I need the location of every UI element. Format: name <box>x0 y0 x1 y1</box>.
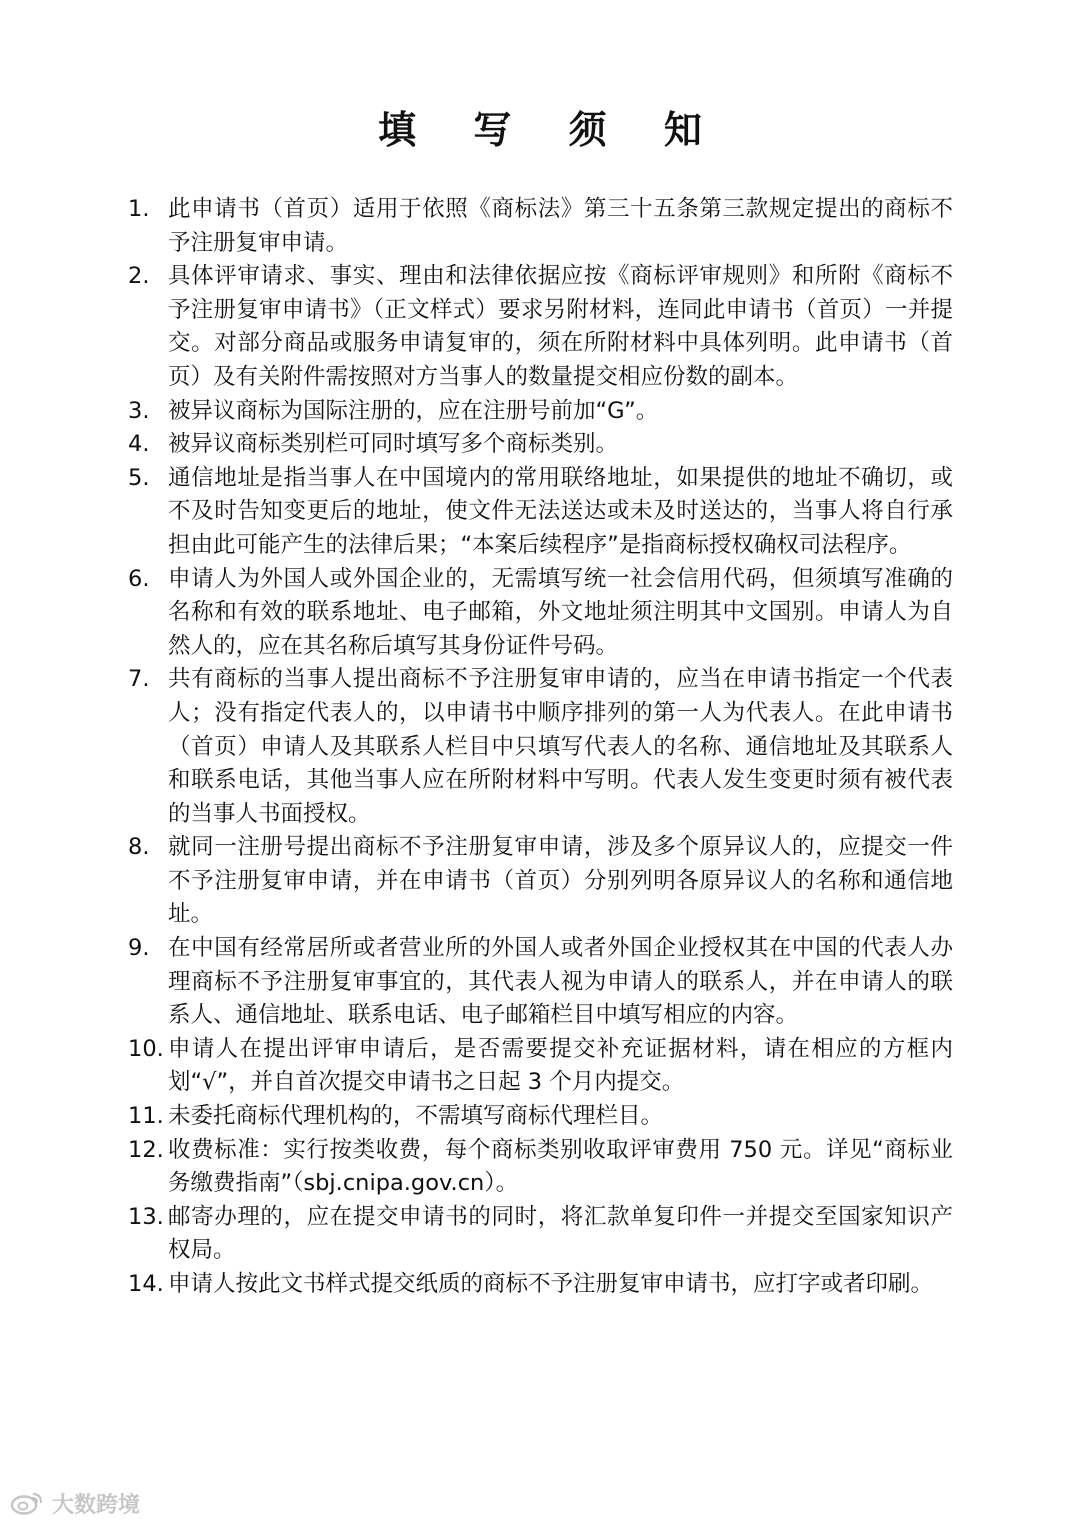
instruction-item <box>128 260 953 394</box>
item-text: 通信地址是指当事人在中国境内的常用联络地址，如果提供的地址不确切，或不及时告知变更后的地址，使文件无法送达或未及时送达的，当事人将自行承担由此可能产生的法律后果；“本案后续程序”是指商标授权确权司法程序。 <box>168 464 953 558</box>
item-text: 被异议商标类别栏可同时填写多个商标类别。 <box>168 431 619 458</box>
instruction-item <box>128 831 953 932</box>
instruction-item <box>128 1268 953 1302</box>
item-text: 申请人按此文书样式提交纸质的商标不予注册复审申请书，应打字或者印刷。 <box>168 1271 934 1297</box>
instruction-item <box>128 428 953 462</box>
instruction-item <box>128 193 953 260</box>
item-number: 6. <box>128 565 150 592</box>
instruction-item <box>128 1033 953 1100</box>
watermark <box>10 1489 140 1517</box>
weibo-logo-icon <box>10 1491 44 1515</box>
item-number: 10. <box>128 1035 164 1062</box>
item-number: 8. <box>128 834 150 861</box>
instruction-item <box>128 1201 953 1268</box>
item-number: 9. <box>128 935 150 962</box>
watermark-text: 大数跨境 <box>52 1492 141 1518</box>
instruction-item <box>128 1134 953 1201</box>
item-text: 收费标准：实行按类收费，每个商标类别收取评审费用 750 元。详见“商标业务缴费指南”（sbj.cnipa.gov.cn）。 <box>168 1136 953 1197</box>
item-number: 5. <box>128 464 150 491</box>
instructions-list <box>128 193 953 1302</box>
item-text: 被异议商标为国际注册的，应在注册号前加“G”。 <box>168 397 659 424</box>
item-number: 12. <box>128 1136 164 1163</box>
item-number: 13. <box>128 1203 164 1230</box>
item-text: 申请人在提出评审申请后，是否需要提交补充证据材料，请在相应的方框内划“√”，并自首次提交申请书之日起 3 个月内提交。 <box>168 1035 953 1096</box>
page-title: 填 写 须 知 <box>378 108 724 152</box>
item-number: 7. <box>128 666 150 693</box>
item-text: 此申请书（首页）适用于依照《商标法》第三十五条第三款规定提出的商标不予注册复审申请。 <box>168 196 953 256</box>
instruction-item <box>128 563 953 664</box>
item-text: 就同一注册号提出商标不予注册复审申请，涉及多个原异议人的，应提交一件不予注册复审申请，并在申请书（首页）分别列明各原异议人的名称和通信地址。 <box>168 834 953 928</box>
item-number: 14. <box>128 1271 164 1297</box>
item-number: 1. <box>128 196 150 222</box>
instruction-item <box>128 1100 953 1134</box>
item-number: 3. <box>128 397 150 424</box>
item-text: 在中国有经常居所或者营业所的外国人或者外国企业授权其在中国的代表人办理商标不予注册复审事宜的，其代表人视为申请人的联系人，并在申请人的联系人、通信地址、联系电话、电子邮箱栏目中填写相应的内容。 <box>168 935 953 1029</box>
instruction-item <box>128 462 953 563</box>
item-number: 11. <box>128 1103 164 1130</box>
item-text: 未委托商标代理机构的，不需填写商标代理栏目。 <box>168 1103 664 1130</box>
item-number: 4. <box>128 431 150 458</box>
instruction-item <box>128 932 953 1033</box>
instruction-item <box>128 395 953 429</box>
item-text: 邮寄办理的，应在提交申请书的同时，将汇款单复印件一并提交至国家知识产权局。 <box>168 1203 953 1264</box>
item-number: 2. <box>128 263 150 290</box>
item-text: 具体评审请求、事实、理由和法律依据应按《商标评审规则》和所附《商标不予注册复审申请书》（正文样式）要求另附材料，连同此申请书（首页）一并提交。对部分商品或服务申请复审的，须在所附材料中具体列明。此申请书（首页）及有关附件需按照对方当事人的数量提交相应份数的副本。 <box>168 263 953 390</box>
item-text: 共有商标的当事人提出商标不予注册复审申请的，应当在申请书指定一个代表人；没有指定代表人的，以申请书中顺序排列的第一人为代表人。在此申请书（首页）申请人及其联系人栏目中只填写代表人的名称、通信地址及其联系人和联系电话，其他当事人应在所附材料中写明。代表人发生变更时须有被代表的当事人书面授权。 <box>168 666 953 827</box>
item-text: 申请人为外国人或外国企业的，无需填写统一社会信用代码，但须填写准确的名称和有效的联系地址、电子邮箱，外文地址须注明其中文国别。申请人为自然人的，应在其名称后填写其身份证件号码。 <box>168 565 953 659</box>
instruction-item <box>128 663 953 831</box>
